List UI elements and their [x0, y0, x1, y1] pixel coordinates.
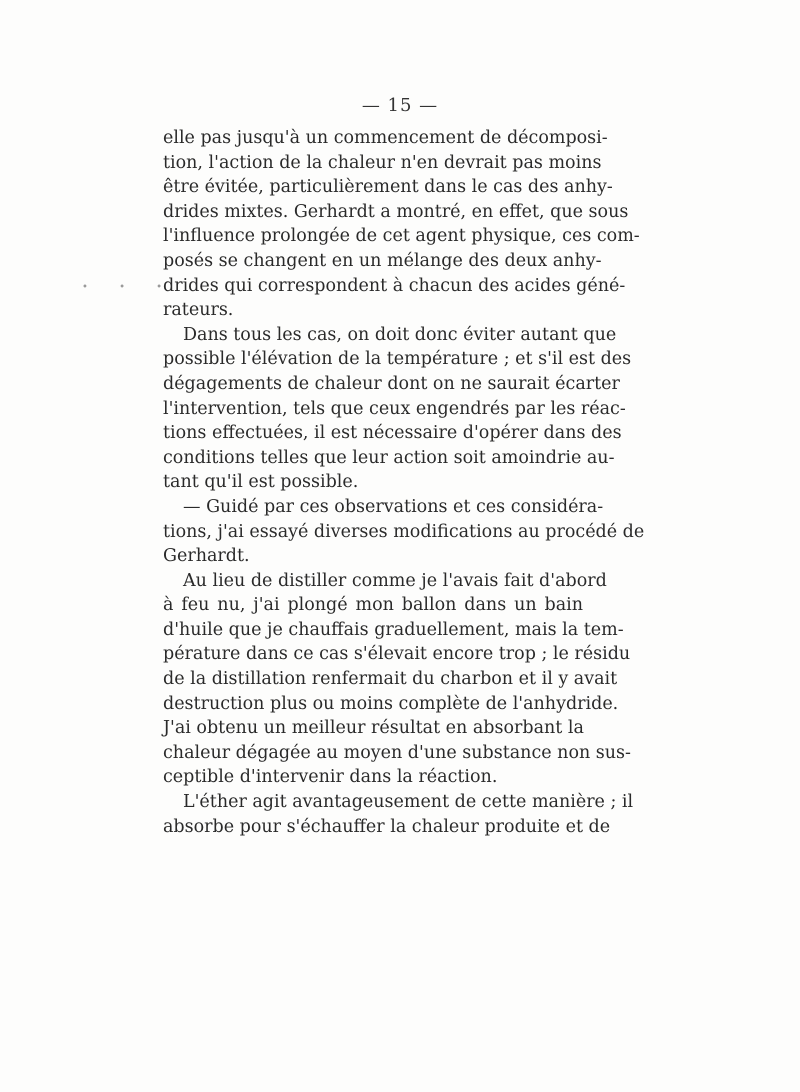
text-line: posés se changent en un mélange des deux anhy- — [163, 250, 602, 271]
paragraph-1 — [163, 126, 640, 323]
text-line: d'huile que je chauffais graduellement, mais la tem- — [163, 619, 624, 640]
text-line: l'intervention, tels que ceux engendrés par les réac- — [163, 398, 626, 419]
text-line: destruction plus ou moins complète de l'anhydride. — [163, 693, 619, 714]
text-line: de la distillation renfermait du charbon et il y avait — [163, 669, 618, 690]
paragraph-3 — [163, 495, 645, 569]
text-line: tions, j'ai essayé diverses modifications au procédé de — [163, 521, 645, 542]
text-line: drides mixtes. Gerhardt a montré, en effet, que sous — [163, 201, 629, 222]
text-line: à feu nu, j'ai plongé mon ballon dans un bain — [163, 595, 583, 616]
text-line: absorbe pour s'échauffer la chaleur produite et de — [163, 816, 611, 837]
text-line: Dans tous les cas, on doit donc éviter autant que — [183, 324, 617, 345]
text-line: pérature dans ce cas s'élevait encore trop ; le résidu — [163, 644, 631, 665]
text-line: tions effectuées, il est nécessaire d'opérer dans des — [163, 423, 622, 444]
text-line: l'influence prolongée de cet agent physique, ces com- — [163, 226, 640, 247]
text-line: tion, l'action de la chaleur n'en devrait pas moins — [163, 152, 602, 173]
margin-dots: • • • — [82, 282, 177, 293]
body-text — [163, 126, 645, 839]
paragraph-4 — [163, 569, 631, 790]
paragraph-5 — [163, 790, 634, 839]
text-line: ceptible d'intervenir dans la réaction. — [163, 767, 498, 788]
text-line: possible l'élévation de la température ; et s'il est des — [163, 349, 632, 370]
text-line: tant qu'il est possible. — [163, 472, 359, 493]
text-line: L'éther agit avantageusement de cette manière ; il — [183, 792, 634, 813]
text-line: conditions telles que leur action soit amoindrie au- — [163, 447, 615, 468]
text-line: être évitée, particulièrement dans le cas des anhy- — [163, 177, 613, 198]
text-line: J'ai obtenu un meilleur résultat en absorbant la — [163, 718, 584, 739]
text-line: drides qui correspondent à chacun des acides géné- — [163, 275, 626, 296]
text-line: — Guidé par ces observations et ces considéra- — [183, 496, 604, 517]
text-line: Au lieu de distiller comme je l'avais fait d'abord — [183, 570, 607, 591]
page-number: — 15 — — [361, 95, 439, 116]
text-line: elle pas jusqu'à un commencement de décomposi- — [163, 128, 608, 148]
text-line: rateurs. — [163, 300, 234, 321]
text-line: Gerhardt. — [163, 546, 250, 567]
text-line: chaleur dégagée au moyen d'une substance non sus- — [163, 742, 631, 763]
text-line: dégagements de chaleur dont on ne saurait écarter — [163, 373, 620, 394]
paragraph-2 — [163, 323, 632, 495]
